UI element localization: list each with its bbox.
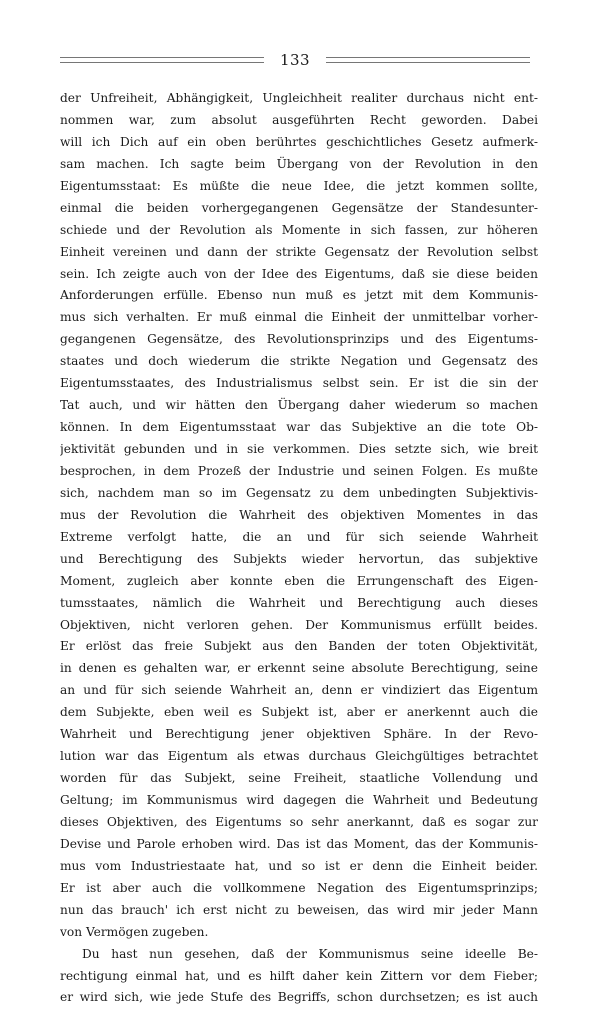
text-line: können. In dem Eigentumsstaat war das Subjektive an die tote Ob-: [60, 420, 538, 435]
text-line: tumsstaates, nämlich die Wahrheit und Berechtigung auch dieses: [60, 595, 538, 610]
text-line: er wird sich, wie jede Stufe des Begriffs, schon durchsetzen; es ist auch: [60, 990, 538, 1005]
text-line: mus vom Industriestaate hat, und so ist er denn die Einheit beider.: [60, 858, 538, 873]
text-line: Geltung; im Kommunismus wird dagegen die Wahrheit und Bedeutung: [60, 793, 538, 807]
text-line: nun das brauch' ich erst nicht zu beweisen, das wird mir jeder Mann: [60, 902, 538, 917]
text-line: sam machen. Ich sagte beim Übergang von der Revolution in den: [60, 156, 538, 171]
text-line: Anforderungen erfülle. Ebenso nun muß es jetzt mit dem Kommunis-: [60, 288, 538, 303]
header-rule-right: [326, 57, 530, 63]
text-line: Devise und Parole erhoben wird. Das ist das Moment, das der Kommunis-: [60, 836, 538, 851]
text-line: von Vermögen zugeben.: [60, 924, 209, 939]
page-header: [60, 50, 530, 70]
text-line: lution war das Eigentum als etwas durchaus Gleichgültiges betrachtet: [60, 749, 538, 764]
text-line: Eigentumsstaates, des Industrialismus selbst sein. Er ist die sin der: [60, 376, 538, 391]
text-line: staates und doch wiederum die strikte Negation und Gegensatz des: [60, 354, 538, 369]
text-line: gegangenen Gegensätze, des Revolutionsprinzips und des Eigentums-: [60, 332, 538, 347]
text-line: sich, nachdem man so im Gegensatz zu dem unbedingten Subjektivis-: [60, 485, 538, 500]
text-line: Extreme verfolgt hatte, die an und für sich seiende Wahrheit: [60, 529, 538, 544]
text-line: in denen es gehalten war, er erkennt seine absolute Berechtigung, seine: [60, 661, 538, 676]
text-line: jektivität gebunden und in sie verkommen. Dies setzte sich, wie breit: [60, 442, 538, 456]
body-text: [60, 88, 538, 1009]
text-line: mus sich verhalten. Er muß einmal die Einheit der unmittelbar vorher-: [60, 310, 538, 325]
text-line: Moment, zugleich aber konnte eben die Errungenschaft des Eigen-: [60, 573, 538, 588]
text-line: mus der Revolution die Wahrheit des objektiven Momentes in das: [60, 507, 538, 522]
text-line: einmal die beiden vorhergegangenen Gegensätze der Standesunter-: [60, 200, 538, 215]
text-line: nommen war, zum absolut ausgeführten Recht geworden. Dabei: [60, 112, 538, 127]
text-line: schiede und der Revolution als Momente in sich fassen, zur höheren: [60, 222, 538, 237]
text-line: dem Subjekte, eben weil es Subjekt ist, aber er anerkennt auch die: [60, 705, 538, 720]
text-line: sein. Ich zeigte auch von der Idee des Eigentums, daß sie diese beiden: [60, 266, 538, 281]
header-rule-left: [60, 57, 264, 63]
text-line: besprochen, in dem Prozeß der Industrie und seinen Folgen. Es mußte: [60, 463, 538, 478]
text-line: Einheit vereinen und dann der strikte Gegensatz der Revolution selbst: [60, 244, 538, 259]
text-line: Eigentumsstaat: Es müßte die neue Idee, die jetzt kommen sollte,: [60, 178, 538, 193]
text-line: und Berechtigung des Subjekts wieder hervortun, das subjektive: [60, 551, 538, 566]
text-line: Tat auch, und wir hätten den Übergang daher wiederum so machen: [60, 398, 538, 413]
text-line: der Unfreiheit, Abhängigkeit, Ungleichheit realiter durchaus nicht ent-: [60, 91, 538, 105]
text-line: Objektiven, nicht verloren gehen. Der Kommunismus erfüllt beides.: [60, 617, 538, 632]
text-line: worden für das Subjekt, seine Freiheit, staatliche Vollendung und: [60, 771, 538, 786]
text-line: Er ist aber auch die vollkommene Negation des Eigentumsprinzips;: [60, 880, 538, 895]
text-line: an und für sich seiende Wahrheit an, denn er vindiziert das Eigentum: [60, 683, 538, 698]
text-line: rechtigung einmal hat, und es hilft daher kein Zittern vor dem Fieber;: [60, 968, 538, 983]
text-line: Du hast nun gesehen, daß der Kommunismus seine ideelle Be-: [82, 946, 538, 961]
text-line: Wahrheit und Berechtigung jener objektiven Sphäre. In der Revo-: [60, 727, 538, 742]
page-number: 133: [279, 51, 311, 69]
text-line: Er erlöst das freie Subjekt aus den Banden der toten Objektivität,: [60, 639, 538, 654]
text-line: will ich Dich auf ein oben berührtes geschichtliches Gesetz aufmerk-: [60, 134, 538, 149]
text-line: dieses Objektiven, des Eigentums so sehr anerkannt, daß es sogar zur: [60, 814, 538, 829]
